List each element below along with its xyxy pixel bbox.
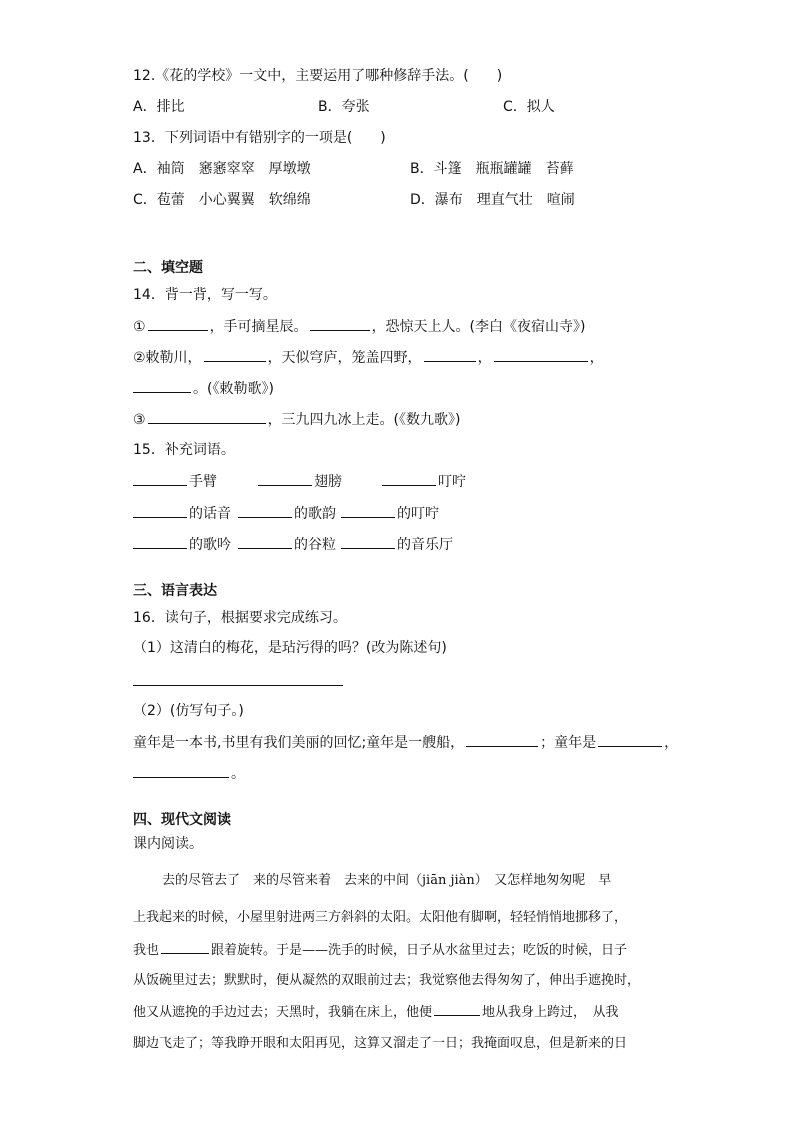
answer-blank[interactable]	[133, 471, 187, 486]
answer-blank[interactable]	[161, 940, 209, 954]
q13-option-c: C．苞蕾 小心翼翼 软绵绵	[133, 192, 311, 208]
answer-blank[interactable]	[238, 534, 292, 549]
answer-blank[interactable]	[133, 378, 191, 393]
answer-blank[interactable]	[204, 347, 266, 362]
passage-line-3: 我也 跟着旋转。于是——洗手的时候，日子从水盆里过去；吃饭的时候，日子	[133, 940, 627, 961]
q15-row-3: 的歌吟 的谷粒 的音乐厅	[133, 534, 453, 555]
answer-blank[interactable]	[148, 316, 208, 331]
reading-intro: 课内阅读。	[133, 836, 203, 852]
q12-option-c: C．拟人	[503, 99, 555, 115]
section-3-title: 三、语言表达	[133, 583, 217, 599]
answer-blank[interactable]	[434, 1002, 480, 1016]
answer-blank[interactable]	[133, 534, 187, 549]
passage-line-6: 脚边飞走了；等我睁开眼和太阳再见，这算又溜走了一日；我掩面叹息，但是新来的日	[133, 1036, 628, 1051]
q13-option-d: D．瀑布 理直气壮 喧闹	[410, 192, 575, 208]
answer-blank[interactable]	[341, 503, 395, 518]
answer-blank[interactable]	[238, 503, 292, 518]
q15-row-2: 的话音 的歌韵 的叮咛	[133, 503, 439, 524]
answer-blank[interactable]	[133, 763, 229, 778]
question-15-stem: 15．补充词语。	[133, 442, 235, 458]
question-14-stem: 14．背一背，写一写。	[133, 287, 277, 303]
answer-blank[interactable]	[466, 732, 538, 747]
section-4-title: 四、现代文阅读	[133, 812, 231, 828]
q16-part-1: （1）这清白的梅花，是玷污得的吗？(改为陈述句)	[133, 640, 447, 656]
q14-line-1: ① ，手可摘星辰。 ，恐惊天上人。(李白《夜宿山寺》)	[133, 316, 586, 337]
answer-blank[interactable]	[424, 347, 476, 362]
answer-blank[interactable]	[494, 347, 588, 362]
answer-blank[interactable]	[598, 732, 662, 747]
question-16-stem: 16．读句子，根据要求完成练习。	[133, 610, 347, 626]
q14-line-4: ③ ，三九四九冰上走。(《数九歌》)	[133, 409, 461, 430]
q16-part-2: （2）(仿写句子。)	[133, 703, 244, 719]
q12-option-b: B．夸张	[318, 99, 370, 115]
passage-line-4: 从饭碗里过去；默默时，便从凝然的双眼前过去；我觉察他去得匆匆了，伸出手遮挽时，	[133, 973, 641, 988]
answer-blank[interactable]	[382, 471, 436, 486]
answer-blank[interactable]	[133, 503, 187, 518]
q16-imitation-line-2: 。	[133, 763, 245, 784]
answer-blank[interactable]	[341, 534, 395, 549]
question-12-stem: 12.《花的学校》一文中，主要运用了哪种修辞手法。( )	[133, 68, 503, 84]
answer-blank[interactable]	[310, 316, 370, 331]
q16-imitation-sentence: 童年是一本书,书里有我们美丽的回忆;童年是一艘船， ；童年是 ，	[133, 732, 678, 753]
passage-line-5: 他又从遮挽的手边过去；天黑时，我躺在床上，他便 地从我身上跨过， 从我	[133, 1002, 619, 1023]
answer-line[interactable]	[133, 685, 343, 686]
question-13-stem: 13．下列词语中有错别字的一项是( )	[133, 130, 386, 146]
q14-line-2: ②敕勒川， ，天似穹庐，笼盖四野， ， ，	[133, 347, 604, 368]
q15-row-1: 手臂 翅膀 叮咛	[133, 471, 466, 492]
q12-option-a: A．排比	[133, 99, 185, 115]
section-2-title: 二、填空题	[133, 260, 203, 276]
passage-line-1: 去的尽管去了 来的尽管来着 去来的中间（jiān jiàn） 又怎样地匆匆呢 早	[162, 873, 612, 888]
passage-line-2: 上我起来的时候，小屋里射进两三方斜斜的太阳。太阳他有脚啊，轻轻悄悄地挪移了，	[133, 910, 628, 925]
q14-line-3: 。(《敕勒歌》)	[133, 378, 274, 399]
answer-blank[interactable]	[258, 471, 312, 486]
answer-blank[interactable]	[148, 409, 266, 424]
q13-option-a: A．袖筒 窸窸窣窣 厚墩墩	[133, 161, 311, 177]
q13-option-b: B．斗篷 瓶瓶罐罐 苔藓	[410, 161, 574, 177]
